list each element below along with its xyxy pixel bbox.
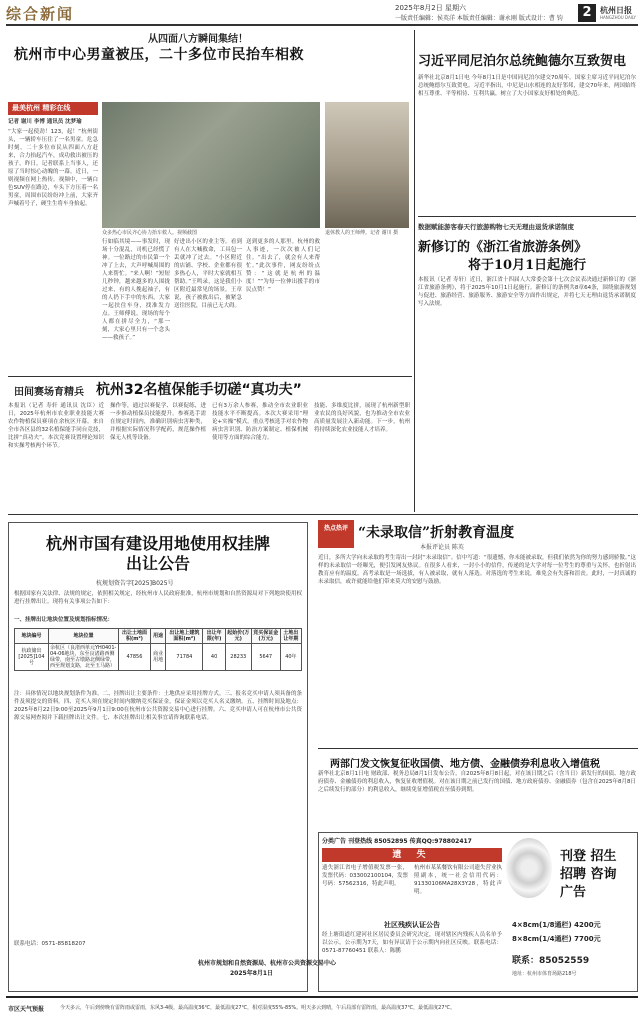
notice-number: 杭规划资告字[2025]B025号 [96, 580, 174, 587]
ad-address: 地址：杭州市体育场路218号 [512, 971, 577, 977]
notice-intro: 根据国家有关法律、法规的规定，依照相关规定，经杭州市人民政府批准，杭州市规划和自然资源局对下列地块使用权进行挂牌出让。现将有关事项公告如下： [14, 591, 302, 605]
commentary-title[interactable]: “未录取信”折射教育温度 [358, 525, 515, 541]
notice-issuer: 杭州市规划和自然资源局、杭州市公共资源交易中心 [198, 960, 337, 967]
table-header: 地块位置 [49, 629, 119, 644]
page-number: 2 [578, 4, 596, 22]
right-kicker2: 数据赋能游客春天行旅游购物七天无理由退货承诺制度 [418, 223, 574, 231]
ad-price-large: 8×8cm(1/4通栏) 7700元 [512, 935, 601, 943]
article-divider [8, 376, 412, 377]
portrait-photo[interactable] [325, 102, 409, 228]
editors-line: 一版责任编辑：侯英洋 本版责任编辑：谢永刚 版式设计：曹 钧 [395, 15, 563, 22]
right-divider [418, 216, 636, 217]
table-header: 起始价(万元) [227, 630, 250, 642]
notice-title[interactable]: 杭州市国有建设用地使用权挂牌出让公告 [45, 534, 270, 573]
article1-reporters: 记者 谢川 李博 通讯员 沈梦瑜 [8, 119, 82, 125]
notice-contact: 联系电话：0571-85818207 [14, 941, 86, 947]
lost-notice-bar: 遗 失 [322, 848, 502, 862]
weather-text: 今天多云，午后到傍晚有雷阵雨或雷雨，东风3-4级，最高温度36℃，最低温度27℃，相对湿度55%-85%。明天多云到晴，午后局部有雷阵雨，最高温度37℃，最低温度27℃。 [60, 1005, 456, 1011]
header-rule [6, 24, 638, 26]
commentary-divider [318, 748, 638, 749]
table-cell: 40 [203, 644, 226, 671]
ad-slogan: 刊登 招生 招聘 咨询 广告 [560, 849, 617, 900]
community-notice-text: 经上塘街道红建河社区居民委员会研究决定，现对辖区内残疾人员名单予以公示，公示期为7天，如有异议请于公示期内向社区反映。联系电话：0571-87760451 联系人：陈鹏 [322, 932, 502, 954]
column-banner: 最美杭州 精彩在线 [8, 102, 98, 115]
weather-label: 市区天气预报 [8, 1006, 45, 1013]
article2-title[interactable]: 杭州32名植保能手切磋“真功夫” [96, 382, 302, 398]
article1-col3: 好进出小区的业主等。看到有人在大喊救命，工具包一丢就冲了过去。“小区附近的店铺、学校、企业都有很多热心人，平时大家就相互帮助。”王鸣录，这是我们小区附近最常见的场景。王章说，孩子被救出后，被紧急送往医院，目前已无大碍。 [174, 239, 242, 309]
notice-date: 2025年8月1日 [230, 970, 274, 977]
ad-price-small: 4×8cm(1/8通栏) 4200元 [512, 921, 601, 929]
ad-phone[interactable]: 联系：85052559 [512, 956, 590, 966]
article2-col4: 技能、多维度比拼，展现了杭州新型职业农民的良好风貌，也为推动全市农业高质量发展注入新动能。下一步，杭州将持续深化农业技能人才培养。 [314, 403, 410, 433]
notice-section1: 一、挂牌出让地块位置及规划指标情况： [14, 617, 114, 623]
table-cell: 杭政储出[2025]104号 [15, 644, 49, 671]
photo2-caption: 退休教人的王师傅。记者 谢川 摄 [325, 230, 399, 236]
issue-date: 2025年8月2日 星期六 [395, 4, 466, 12]
photo1-caption: 众多热心市民齐心协力抬车救人。视频截图 [102, 230, 198, 236]
table-cell: 28233 [225, 644, 251, 671]
tax-title[interactable]: 两部门发文恢复征收国债、地方债、金融债券利息收入增值税 [330, 759, 600, 770]
section-divider [8, 514, 638, 515]
article2-col2: 操作等，通过以赛促学、以赛促练，进一步推动植保员技能提升。参赛选手需在规定时间内，准确识别病虫害种类，并根据实际情况科学配药，规范操作植保无人机等设备。 [110, 403, 206, 441]
article1-col4: 送到更多的人那里。杭州的救人事迹，一次次被人们记住。“出去了，就会有人来帮忙。”此次事件，网友纷纷点赞：“这就是杭州的温度！”“为每一位伸出援手的市民点赞！” [246, 239, 320, 293]
article2-col3: 已有3万余人参赛，推动全市农业职业技能水平不断提高。本次大赛采用“理论+实操”模式，重点考核选手对农作物病虫害识别、防治方案制定、植保机械使用等方面的综合能力。 [212, 403, 308, 441]
right-text2: 本报讯（记者 寿轩）近日，浙江省十四届人大常委会第十七次会议表决通过新修订的《浙江省旅游条例》，将于2025年10月1日起施行。新修订的条例共8章64条，围绕旅游规划与促进、旅游经营、旅游服务、旅游安全等方面作出规定，并将七天无理由退货承诺制度写入法规。 [418, 277, 636, 307]
table-cell: 商业用地 [150, 644, 166, 671]
table-header: 土地出让年期 [280, 629, 301, 644]
table-header-row [15, 629, 302, 644]
notice-body: 注：具体情况以地块规划条件为准。二、挂牌出让主要条件：土地供应采用挂牌方式。三、报名竞买申请人须具备的条件及须提交的资料。四、竞买人须在规定时间内缴纳竞买保证金，保证金须以竞买人名义缴纳。五、挂牌时间及地点：2025年8月22日9:00至2025年9月1日9:00在杭州市公共资源交易中心进行挂牌。六、竞买申请人可在杭州市公共资源交易网查阅并下载挂牌出让文件。七、本次挂牌出让相关事宜请咨询联系电话。 [14, 691, 302, 721]
article2-kicker: 田间赛场育精兵 [14, 387, 84, 398]
rescue-photo[interactable] [102, 102, 320, 228]
flower-graphic [506, 838, 552, 898]
commentary-byline: 本报评论员 陈英 [420, 544, 464, 551]
article1-title[interactable]: 杭州市中心男童被压，二十多位市民抬车相救 [14, 47, 304, 63]
table-cell: 余杭区（良渚西单元YH0401-04-06地块，东至良渚路西侧绿带，南至古墩路北侧绿带，西至规划支路，北至玉马路） [49, 644, 119, 671]
land-table [14, 628, 302, 671]
table-cell: 40年 [280, 644, 301, 671]
article2-col1: 本报讯（记者 寿轩 通讯员 沈臣）近日，2025年杭州市农业职业技能大赛农作物植保员赛项在余杭区开幕。来自全市各区县的32名植保能手同台竞技，比拼“真功夫”。本次竞赛设置理论知识和实操考核两个环节。 [8, 403, 104, 449]
newspaper-logo-sub: HANGZHOU DAILY [600, 15, 636, 20]
table-header: 出让年限(年) [203, 629, 226, 644]
lost-notice-right: 杭州市某某餐饮有限公司遗失营业执照副本，统一社会信用代码：91330106MA28X3Y28，特此声明。 [414, 865, 502, 895]
table-cell: 71784 [166, 644, 203, 671]
lost-notice-left: 遗失浙江省电子增值税发票一张，发票代码：033002100104，发票号码：57562316，特此声明。 [322, 865, 408, 887]
column-divider [414, 30, 415, 512]
section-name: 综合新闻 [6, 5, 75, 23]
article1-col2: 行如临其境——事发时，现场十分混乱，司机已经慌了神。一位路过的市民第一个冲了上去，大声呼喊周围的人来帮忙。“来人啊！”短短几秒钟，越来越多的人围拢过来，有的人挽起袖子，有的人扔下手中的东西，大家一起扶住车身，找准发力点。王师傅说，现场的每个人都在拼尽全力，“那一刻，大家心里只有一个念头——救孩子。” [102, 239, 170, 341]
article1-kicker: 从四面八方瞬间集结！ [148, 34, 248, 45]
right-title2b[interactable]: 将于10月1日起施行 [468, 258, 587, 273]
article1-col1: “大家一起使劲！123，起！”杭州街头，一辆轿车压住了一名男童。危急时刻，二十多位市民从四面八方赶来，合力抬起汽车，成功救出被压的孩子。昨日，记者联系上当事人，还原了当时惊心动魄的一幕。近日，一则视频在网上热传。视频中，一辆白色SUV停在路边，车头下方压着一名男童，周围市民纷纷冲上前，大家齐声喊着号子，硬生生将车身抬起。 [8, 129, 98, 207]
commentary-text: 近日，多所大学向未录取的考生寄出一封封“未录取信”。信中写道：“很遗憾，你未能被录取，但我们依然为你的努力感到骄傲。”这样的未录取信一经曝光，便引发网友热议。在很多人看来，一封小小的信件，传递的是大学对每一位考生的尊重与关怀，也折射出教育应有的温度。高考录取是一场选拔，有人被录取，就有人落选。对落选的考生来说，难免会有失落和沮丧。此时，一封真诚的未录取信，或许就能给他们带来莫大的安慰与鼓励。 [318, 555, 636, 585]
table-header: 出让地上建筑面积(m²) [166, 629, 203, 644]
right-title1[interactable]: 习近平同尼泊尔总统鲍德尔互致贺电 [418, 54, 627, 69]
table-row [15, 644, 302, 671]
tax-text: 新华社北京8月1日电 财政部、税务总局8月1日发布公告，自2025年8月8日起，对在该日期之后（含当日）新发行的国债、地方政府债券、金融债券的利息收入，恢复征收增值税。对在该日期之前已发行的国债、地方政府债券、金融债券（包含在2025年8月8日之后续发行的部分）的利息收入，继续免征增值税直至债券到期。 [318, 771, 636, 793]
table-header: 用途 [150, 629, 166, 644]
right-text1: 新华社北京8月1日电 今年8月1日是中国同尼泊尔建交70周年。国家主席习近平同尼泊尔总统鲍德尔互致贺电。习近平指出，中尼是山水相连的友好邻邦，建交70年来，两国始终相互尊重、平等相待、互利共赢，树立了大小国家友好相处的典范。 [418, 75, 636, 97]
newspaper-logo: 杭州日报 [600, 5, 632, 15]
right-title2a[interactable]: 新修订的《浙江省旅游条例》 [418, 240, 588, 255]
table-header: 出让土地面积(m²) [119, 629, 151, 644]
community-notice-title: 社区残疾认证公告 [384, 921, 440, 929]
table-header: 地块编号 [15, 629, 49, 644]
commentary-stamp: 热点热评 [318, 520, 354, 548]
table-header: 竞买保证金(万元) [251, 629, 280, 644]
table-cell: 5647 [251, 644, 280, 671]
table-cell: 47856 [119, 644, 151, 671]
ad-hotline: 分类广告 刊登热线 85052895 传真QQ:978802417 [322, 838, 472, 845]
